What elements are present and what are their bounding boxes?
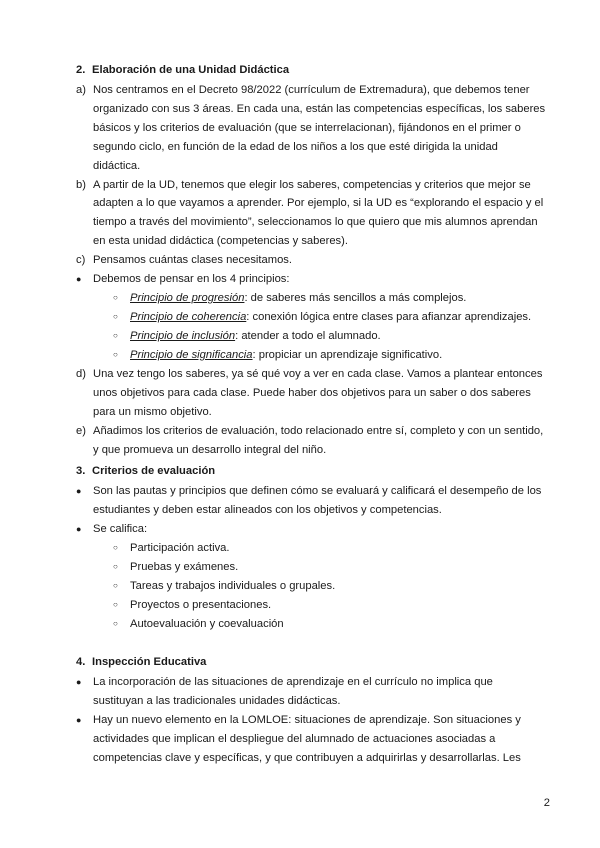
item-text: Hay un nuevo elemento en la LOMLOE: situaciones de aprendizaje. Son situaciones y actividades que implican el despliegue del alumnado de actuaciones asociadas a competencias clave y específicas, y que contribuyen a adquirirlas y desarrollarlas. Les bbox=[93, 713, 521, 764]
sub-list-item: ○ Autoevaluación y coevaluación bbox=[113, 617, 284, 630]
section-elaboracion bbox=[76, 61, 546, 460]
section-heading: 4. Inspección Educativa bbox=[76, 656, 207, 668]
principle-term: Principio de inclusión bbox=[130, 329, 236, 342]
list-item: e) Añadimos los criterios de evaluación, todo relacionado entre sí, completo y con un sentido, y que promueva un desarrollo integral del niño. bbox=[76, 424, 544, 456]
sub-list-item: ○ Principio de significancia: propiciar un aprendizaje significativo. bbox=[113, 348, 443, 361]
item-text: Debemos de pensar en los 4 principios: bbox=[93, 273, 290, 286]
principle-term: Principio de coherencia bbox=[130, 310, 247, 323]
item-text: La incorporación de las situaciones de aprendizaje en el currículo no implica que sustituyan a las tradicionales unidades didácticas. bbox=[93, 676, 493, 707]
list-item: ● La incorporación de las situaciones de aprendizaje en el currículo no implica que sustituyan a las tradicionales unidades didácticas. bbox=[76, 676, 493, 707]
list-item: ● Son las pautas y principios que definen cómo se evaluará y calificará el desempeño de los estudiantes y deben estar alineados con los objetivos y competencias. bbox=[76, 485, 542, 516]
item-text: Nos centramos en el Decreto 98/2022 (currículum de Extremadura), que debemos tener organizado con sus 3 áreas. En cada una, están las competencias específicas, los saberes básicos y los criterios de evaluación (que se interrelacionan), fijándonos en el primer o segundo ciclo, en función de la edad de los niños a los que esté dirigida la unidad didáctica. bbox=[93, 84, 546, 172]
sub-list-item: ○ Pruebas y exámenes. bbox=[113, 560, 239, 573]
section-heading: 3. Criterios de evaluación bbox=[76, 465, 216, 477]
list-item: b) A partir de la UD, tenemos que elegir los saberes, competencias y criterios que mejor se adapten a lo que vayamos a aprender. Por ejemplo, si la UD es “explorando el espacio y el tiempo a través del movimiento”, seleccionamos lo que quiero que mis alumnos aprendan en esta unidad didáctica (competencias y saberes). bbox=[76, 178, 544, 248]
sub-list-item: ○ Participación activa. bbox=[113, 541, 230, 554]
item-text: Añadimos los criterios de evaluación, todo relacionado entre sí, completo y con un sentido, y que promueva un desarrollo integral del niño. bbox=[93, 424, 544, 456]
section-criterios bbox=[76, 462, 546, 634]
list-item: c) Pensamos cuántas clases necesitamos. bbox=[76, 254, 292, 267]
principle-term: Principio de progresión bbox=[130, 291, 245, 304]
principle-term: Principio de significancia bbox=[130, 348, 253, 361]
list-item: ● Se califica: bbox=[76, 522, 148, 535]
sub-list-item: ○ Principio de progresión: de saberes más sencillos a más complejos. bbox=[113, 291, 467, 304]
section-heading: 2. Elaboración de una Unidad Didáctica bbox=[76, 64, 290, 76]
page-number: 2 bbox=[543, 797, 550, 809]
list-item: ● Hay un nuevo elemento en la LOMLOE: situaciones de aprendizaje. Son situaciones y actividades que implican el despliegue del alumnado de actuaciones asociadas a competencias clave y específicas, y que contribuyen a adquirirlas y desarrollarlas. Les bbox=[76, 713, 521, 764]
list-item: ● Debemos de pensar en los 4 principios: bbox=[76, 273, 290, 286]
item-text: Son las pautas y principios que definen cómo se evaluará y calificará el desempeño de los estudiantes y deben estar alineados con los objetivos y competencias. bbox=[93, 485, 542, 516]
item-text: Se califica: bbox=[93, 522, 148, 535]
list-item: a) Nos centramos en el Decreto 98/2022 (currículum de Extremadura), que debemos tener organizado con sus 3 áreas. En cada una, están las competencias específicas, los saberes básicos y los criterios de evaluación (que se interrelacionan), fijándonos en el primer o segundo ciclo, en función de la edad de los niños a los que esté dirigida la unidad didáctica. bbox=[76, 84, 546, 172]
sub-list-item: ○ Principio de inclusión: atender a todo el alumnado. bbox=[113, 329, 381, 342]
item-text: A partir de la UD, tenemos que elegir los saberes, competencias y criterios que mejor se adapten a lo que vayamos a aprender. Por ejemplo, si la UD es “explorando el espacio y el tiempo a través del movimiento”, seleccionamos lo que quiero que mis alumnos aprendan en esta unidad didáctica (competencias y saberes). bbox=[93, 178, 544, 248]
item-text: Pensamos cuántas clases necesitamos. bbox=[93, 254, 292, 267]
sub-list-item: ○ Principio de coherencia: conexión lógica entre clases para afianzar aprendizajes. bbox=[113, 310, 532, 323]
list-item: d) Una vez tengo los saberes, ya sé qué voy a ver en cada clase. Vamos a plantear entonces unos objetivos para cada clase. Puede haber dos objetivos para un saber o dos saberes para un mismo objetivo. bbox=[76, 367, 543, 418]
section-inspeccion bbox=[76, 653, 546, 768]
sub-list-item: ○ Tareas y trabajos individuales o grupales. bbox=[113, 579, 336, 592]
sub-list-item: ○ Proyectos o presentaciones. bbox=[113, 598, 272, 611]
item-text: Una vez tengo los saberes, ya sé qué voy a ver en cada clase. Vamos a plantear entonces unos objetivos para cada clase. Puede haber dos objetivos para un saber o dos saberes para un mismo objetivo. bbox=[93, 367, 543, 418]
